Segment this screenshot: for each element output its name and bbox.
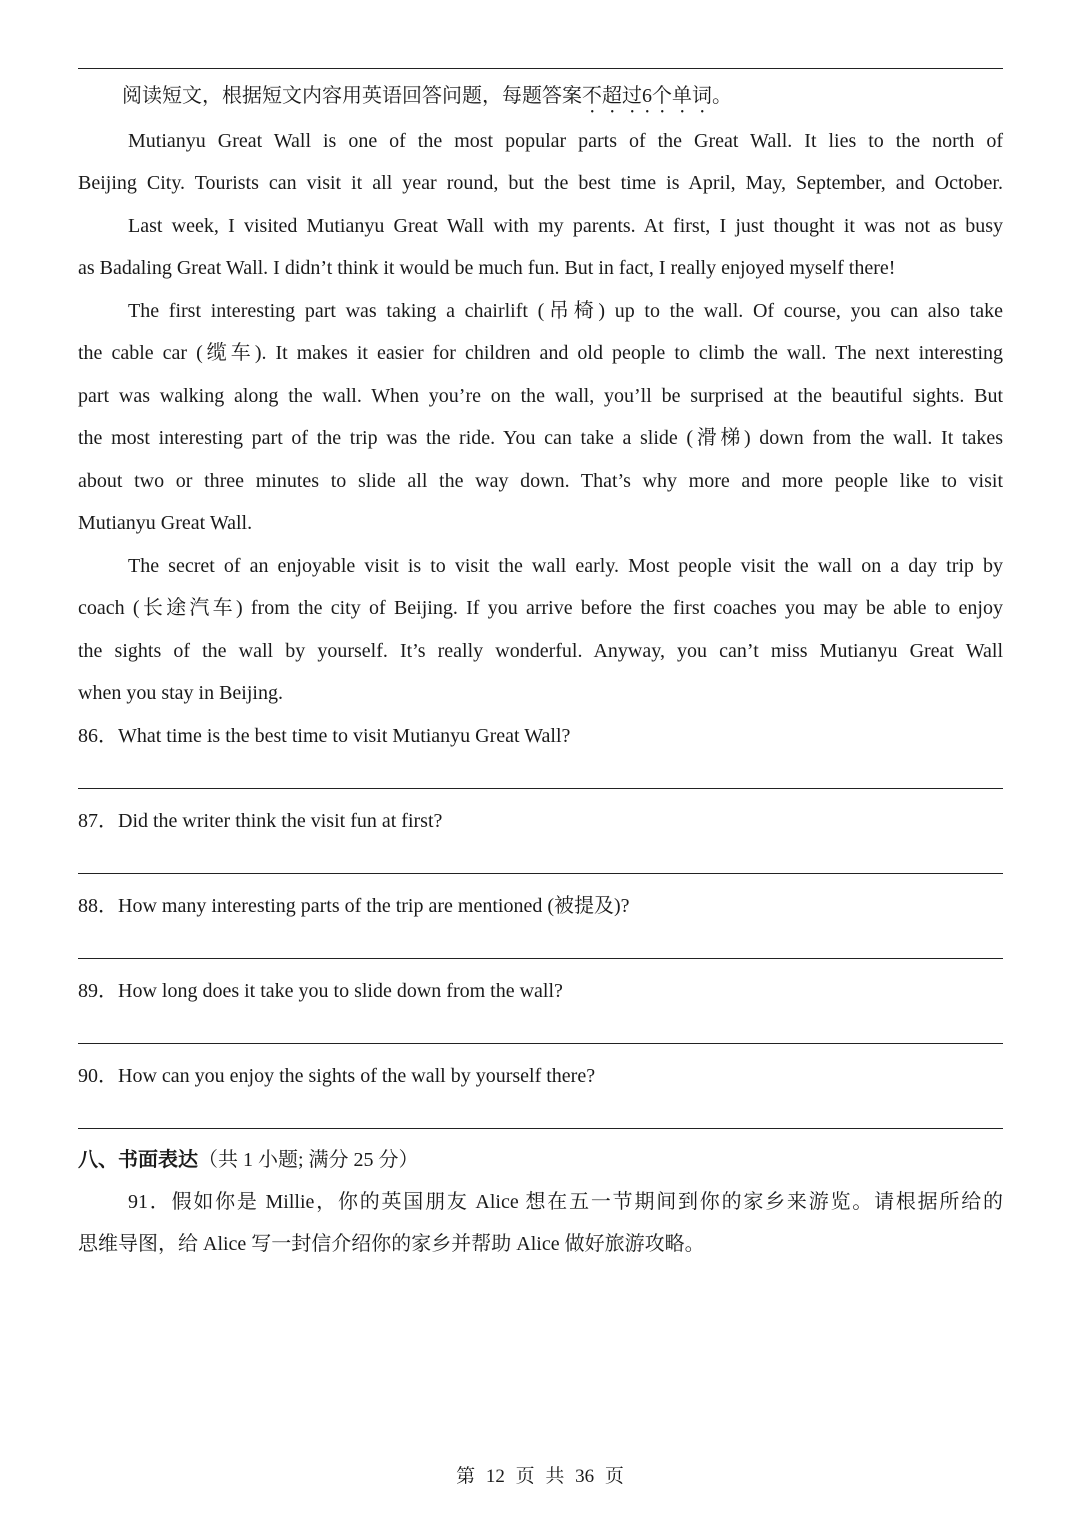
instructions-text: 阅读短文，根据短文内容用英语回答问题，每题答案 [122,85,582,107]
reading-instructions [122,82,732,118]
page-footer: 第 12 页 共 36 页 [456,1466,624,1487]
passage-line: part was walking along the wall. When you’re on the wall, you’ll be surprised at the beautiful sights. But [78,385,1003,407]
question-88 [78,892,1003,920]
answer-line-89[interactable] [78,1043,1003,1044]
instructions-end: 。 [712,85,732,107]
section-title: 八、书面表达 [78,1149,198,1171]
question-89 [78,977,1003,1005]
passage-line: about two or three minutes to slide all the way down. That’s why more and more people like to visit [78,470,1003,492]
writing-task-line: 思维导图，给 Alice 写一封信介绍你的家乡并帮助 Alice 做好旅游攻略。 [78,1233,705,1255]
question-number: 89． [78,980,118,1002]
question-number: 88． [78,895,118,917]
question-90 [78,1062,1003,1090]
question-87 [78,807,1003,835]
passage-line: Mutianyu Great Wall. [78,512,253,534]
passage-line: the sights of the wall by yourself. It’s really wonderful. Anyway, you can’t miss Mutianyu Great Wall [78,640,1003,662]
question-text: What time is the best time to visit Mutianyu Great Wall? [118,725,571,747]
writing-task-line: 91．假如你是 Millie，你的英国朋友 Alice 想在五一节期间到你的家乡来游览。请根据所给的 [128,1191,1003,1213]
question-number: 87． [78,810,118,832]
passage-line: when you stay in Beijing. [78,682,283,704]
top-rule [78,68,1003,69]
answer-line-88[interactable] [78,958,1003,959]
section-score-note: （共 1 小题; 满分 25 分） [198,1149,419,1171]
instructions-emphasis: 不超过6个单词 [582,85,712,107]
question-number: 90． [78,1065,118,1087]
passage-line: coach (长途汽车) from the city of Beijing. If you arrive before the first coaches you may be able to enjoy [78,597,1003,619]
passage-line: as Badaling Great Wall. I didn’t think it would be much fun. But in fact, I really enjoyed myself there! [78,257,896,279]
passage-line: The first interesting part was taking a chairlift (吊椅) up to the wall. Of course, you can also take [128,300,1003,322]
answer-line-86[interactable] [78,788,1003,789]
passage-line: Mutianyu Great Wall is one of the most popular parts of the Great Wall. It lies to the north of [128,130,1003,152]
section-heading [78,1146,1003,1174]
question-text: How can you enjoy the sights of the wall by yourself there? [118,1065,596,1087]
question-text: How long does it take you to slide down from the wall? [118,980,563,1002]
passage-line: The secret of an enjoyable visit is to visit the wall early. Most people visit the wall on a day trip by [128,555,1003,577]
answer-line-87[interactable] [78,873,1003,874]
passage-line: the most interesting part of the trip was the ride. You can take a slide (滑梯) down from the wall. It takes [78,427,1003,449]
question-text: How many interesting parts of the trip are mentioned (被提及)? [118,895,630,917]
question-86 [78,722,1003,750]
question-number: 86． [78,725,118,747]
question-text: Did the writer think the visit fun at first? [118,810,443,832]
passage-line: the cable car (缆车). It makes it easier for children and old people to climb the wall. The next interesting [78,342,1003,364]
answer-line-90[interactable] [78,1128,1003,1129]
passage-line: Beijing City. Tourists can visit it all year round, but the best time is April, May, September, and October. [78,172,1003,194]
passage-line: Last week, I visited Mutianyu Great Wall with my parents. At first, I just thought it was not as busy [128,215,1003,237]
